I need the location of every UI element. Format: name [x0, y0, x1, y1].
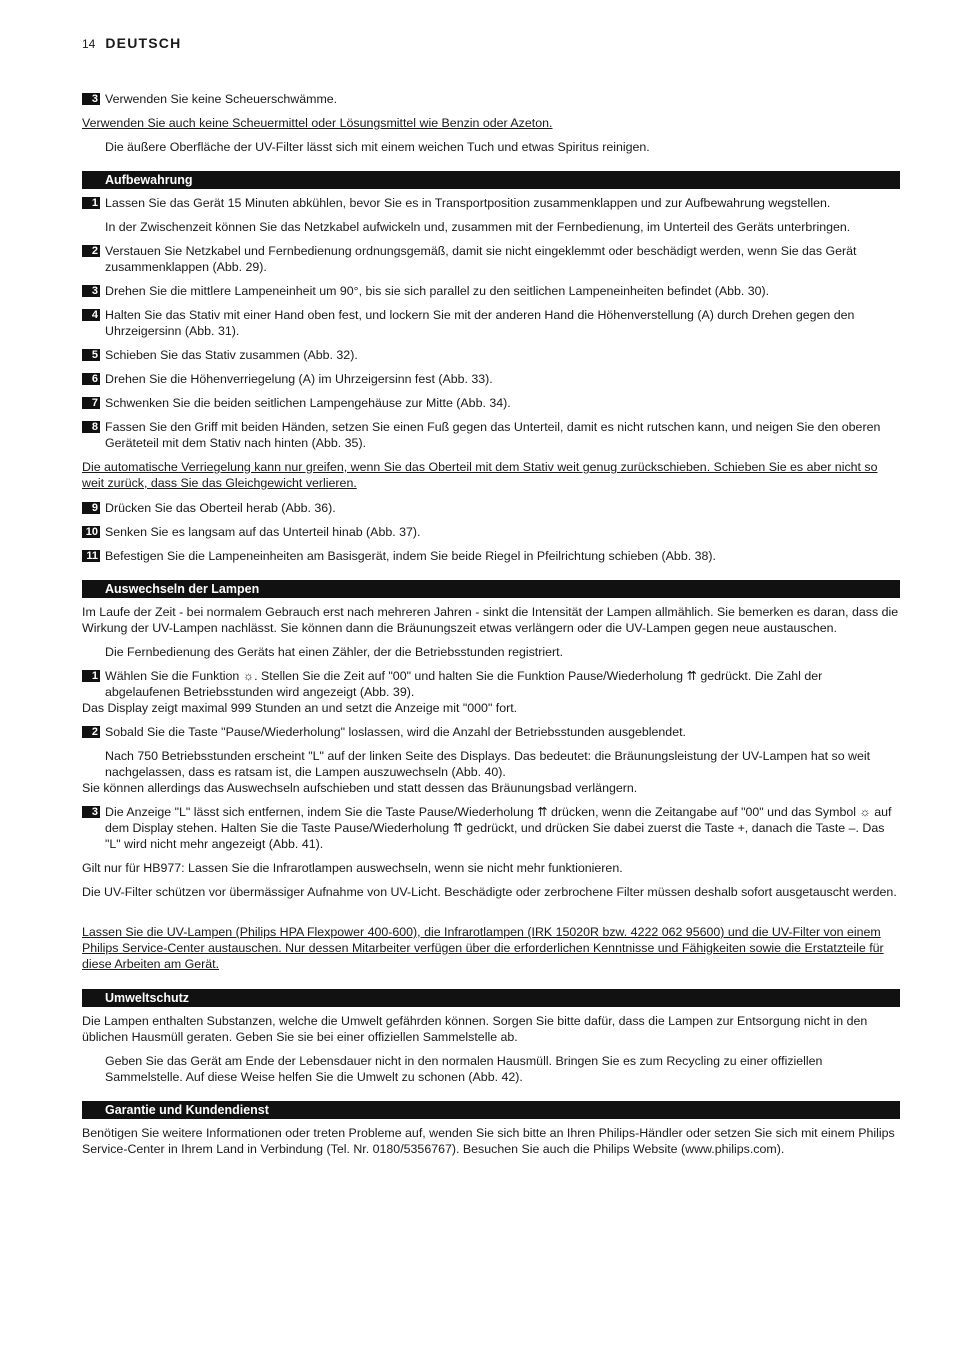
section-heading: Garantie und Kundendienst	[82, 1101, 900, 1119]
step-text: Fassen Sie den Griff mit beiden Händen, setzen Sie einen Fuß gegen das Unterteil, damit es nicht rutschen kann, und neigen Sie den oberen Geräteteil mit dem Stativ nach hinten (Abb. 35).	[105, 420, 881, 450]
step-item	[82, 668, 900, 700]
step-item	[82, 195, 900, 211]
step-item	[82, 524, 900, 540]
step-number-badge: 8	[82, 421, 100, 433]
step-item	[82, 419, 900, 451]
warning-note	[82, 924, 900, 972]
step-text: Drücken Sie das Oberteil herab (Abb. 36).	[105, 501, 336, 515]
step-item	[82, 804, 900, 852]
step-number-badge: 2	[82, 726, 100, 738]
paragraph: Die Lampen enthalten Substanzen, welche die Umwelt gefährden können. Sorgen Sie bitte dafür, dass die Lampen zur Entsorgung nicht in den üblichen Hausmüll geraten. Geben Sie sie bei einer offiziellen Sammelstelle ab.	[82, 1014, 868, 1044]
step-number-badge: 1	[82, 670, 100, 682]
step-text: Drehen Sie die mittlere Lampeneinheit um 90°, bis sie sich parallel zu den seitlichen Lampeneinheiten befindet (Abb. 30).	[105, 284, 770, 298]
underlined-text: Lassen Sie die UV-Lampen (Philips HPA Flexpower 400-600), die Infrarotlampen (IRK 15020R bzw. 4222 062 95600) und die UV-Filter von einem Philips Service-Center austauschen. Nur dessen Mitarbeiter verfügen über die erforderlichen Kenntnisse und Fähigkeiten sowie die Erstatzteile für diese Arbeiten am Gerät.	[82, 925, 884, 971]
indented-paragraph: Die äußere Oberfläche der UV-Filter lässt sich mit einem weichen Tuch und etwas Spiritus reinigen.	[105, 140, 650, 154]
step-item	[82, 243, 900, 275]
step-item	[82, 283, 900, 299]
step-text: Befestigen Sie die Lampeneinheiten am Basisgerät, indem Sie beide Riegel in Pfeilrichtung schieben (Abb. 38).	[105, 549, 716, 563]
step-text: Lassen Sie das Gerät 15 Minuten abkühlen, bevor Sie es in Transportposition zusammenklappen und zur Aufbewahrung wegstellen.	[105, 196, 831, 210]
paragraph: Gilt nur für HB977: Lassen Sie die Infrarotlampen auswechseln, wenn sie nicht mehr funktionieren.	[82, 861, 623, 875]
step-number-badge: 4	[82, 309, 100, 321]
step-text: Drehen Sie die Höhenverriegelung (A) im Uhrzeigersinn fest (Abb. 33).	[105, 372, 493, 386]
step-text: Senken Sie es langsam auf das Unterteil hinab (Abb. 37).	[105, 525, 421, 539]
step-text: Die Anzeige "L" lässt sich entfernen, indem Sie die Taste Pause/Wiederholung ⇈ drücken, wenn die Zeitangabe auf "00" und das Symbol ☼ auf dem Display stehen. Halten Sie die Taste Pause/Wiederholung ⇈ gedrückt, und drücken Sie dabei zuerst die Taste +, danach die Taste –. Das "L" wird nicht mehr angezeigt (Abb. 41).	[105, 805, 892, 851]
step-number-badge: 9	[82, 502, 100, 514]
step-number-badge: 3	[82, 285, 100, 297]
step-text: Wählen Sie die Funktion ☼. Stellen Sie die Zeit auf "00" und halten Sie die Funktion Pause/Wiederholung ⇈ gedrückt. Die Zahl der abgelaufenen Betriebsstunden wird angezeigt (Abb. 39).	[105, 669, 823, 699]
step-number-badge: 10	[82, 526, 100, 538]
step-number-badge: 2	[82, 245, 100, 257]
section-heading: Umweltschutz	[82, 989, 900, 1007]
step-number-badge: 11	[82, 550, 100, 562]
step-item	[82, 371, 900, 387]
step-text: Schwenken Sie die beiden seitlichen Lampengehäuse zur Mitte (Abb. 34).	[105, 396, 511, 410]
section-language: DEUTSCH	[105, 35, 182, 51]
step-item	[82, 91, 900, 107]
step-number-badge: 6	[82, 373, 100, 385]
step-text: Schieben Sie das Stativ zusammen (Abb. 32).	[105, 348, 358, 362]
step-item	[82, 548, 900, 564]
warning-note	[82, 115, 900, 131]
indented-paragraph: Geben Sie das Gerät am Ende der Lebensdauer nicht in den normalen Hausmüll. Bringen Sie es zum Recycling zu einer offiziellen Sammelstelle. Auf diese Weise helfen Sie die Umwelt zu schonen (Abb. 42).	[105, 1054, 823, 1084]
step-text: Verstauen Sie Netzkabel und Fernbedienung ordnungsgemäß, damit sie nicht eingeklemmt oder beschädigt werden, wenn Sie das Gerät zusammenklappen (Abb. 29).	[105, 244, 857, 274]
section-heading: Auswechseln der Lampen	[82, 580, 900, 598]
step-number-badge: 1	[82, 197, 100, 209]
section-heading: Aufbewahrung	[82, 171, 900, 189]
page-header	[82, 34, 181, 53]
step-item	[82, 307, 900, 339]
paragraph: Sie können allerdings das Auswechseln aufschieben und statt dessen das Bräunungsbad verlängern.	[82, 781, 638, 795]
step-number-badge: 3	[82, 806, 100, 818]
warning-note	[82, 459, 900, 491]
step-item	[82, 347, 900, 363]
paragraph: Das Display zeigt maximal 999 Stunden an und setzt die Anzeige mit "000" fort.	[82, 701, 518, 715]
step-number-badge: 7	[82, 397, 100, 409]
indented-paragraph: Nach 750 Betriebsstunden erscheint "L" auf der linken Seite des Displays. Das bedeutet: die Bräunungsleistung der UV-Lampen hat so weit nachgelassen, dass es ratsam ist, die Lampen auszuwechseln (Abb. 40).	[105, 749, 871, 779]
step-item	[82, 395, 900, 411]
paragraph: Im Laufe der Zeit - bei normalem Gebrauch erst nach mehreren Jahren - sinkt die Intensität der Lampen allmählich. Sie bemerken es daran, dass die Wirkung der UV-Lampen nachlässt. Sie können dann die Bräunungszeit etwas verlängern oder die UV-Lampen gegen neue austauschen.	[82, 605, 899, 635]
paragraph: Die UV-Filter schützen vor übermässiger Aufnahme von UV-Licht. Beschädigte oder zerbrochene Filter müssen deshalb sofort ausgetauscht werden.	[82, 885, 897, 899]
page-number: 14	[82, 37, 96, 51]
paragraph: Benötigen Sie weitere Informationen oder treten Probleme auf, wenden Sie sich bitte an Ihren Philips-Händler oder setzen Sie sich mit einem Philips Service-Center in Ihrem Land in Verbindung (Tel. Nr. 0180/5356767). Besuchen Sie auch die Philips Website (www.philips.com).	[82, 1126, 895, 1156]
step-item	[82, 500, 900, 516]
underlined-text: Die automatische Verriegelung kann nur greifen, wenn Sie das Oberteil mit dem Stativ weit genug zurückschieben. Schieben Sie es aber nicht so weit zurück, dass Sie das Gleichgewicht verlieren.	[82, 460, 878, 490]
step-text: Halten Sie das Stativ mit einer Hand oben fest, und lockern Sie mit der anderen Hand die Höhenverstellung (A) durch Drehen gegen den Uhrzeigersinn (Abb. 31).	[105, 308, 855, 338]
step-number-badge: 5	[82, 349, 100, 361]
step-text: Sobald Sie die Taste "Pause/Wiederholung" loslassen, wird die Anzahl der Betriebsstunden ausgeblendet.	[105, 725, 686, 739]
indented-paragraph: In der Zwischenzeit können Sie das Netzkabel aufwickeln und, zusammen mit der Fernbedienung, im Unterteil des Geräts unterbringen.	[105, 220, 851, 234]
step-text: Verwenden Sie keine Scheuerschwämme.	[105, 92, 338, 106]
indented-paragraph: Die Fernbedienung des Geräts hat einen Zähler, der die Betriebsstunden registriert.	[105, 645, 564, 659]
step-number-badge: 3	[82, 93, 100, 105]
underlined-text: Verwenden Sie auch keine Scheuermittel oder Lösungsmittel wie Benzin oder Azeton.	[82, 116, 553, 130]
step-item	[82, 724, 900, 740]
